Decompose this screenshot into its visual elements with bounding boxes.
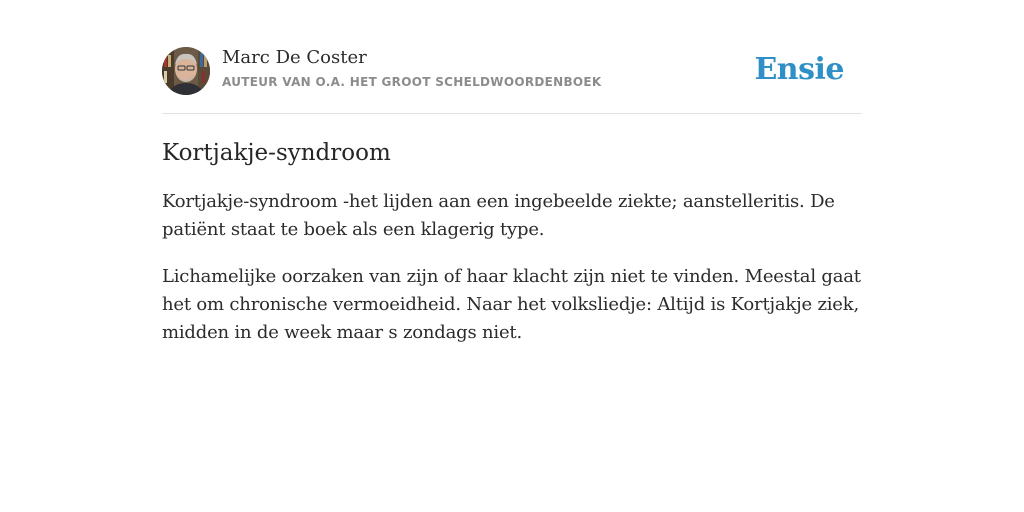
author-subtitle: AUTEUR VAN O.A. HET GROOT SCHELDWOORDENBOEK — [222, 75, 602, 89]
author-name[interactable]: Marc De Coster — [222, 47, 367, 68]
article-title: Kortjakje-syndroom — [162, 140, 391, 166]
ensie-logo[interactable]: Ensie — [754, 52, 844, 87]
article-paragraph: Lichamelijke oorzaken van zijn of haar klacht zijn niet te vinden. Meestal gaat het om chronische vermoeidheid. Naar het volksliedje: Altijd is Kortjakje ziek, midden in de week maar s zondags niet. — [162, 266, 861, 343]
article-card — [162, 46, 862, 347]
author-avatar[interactable] — [162, 47, 210, 95]
article-paragraph: Kortjakje-syndroom -het lijden aan een ingebeelde ziekte; aanstelleritis. De patiënt staat te boek als een klagerig type. — [162, 191, 835, 240]
author-header — [162, 46, 862, 114]
author-portrait-icon — [162, 47, 210, 95]
